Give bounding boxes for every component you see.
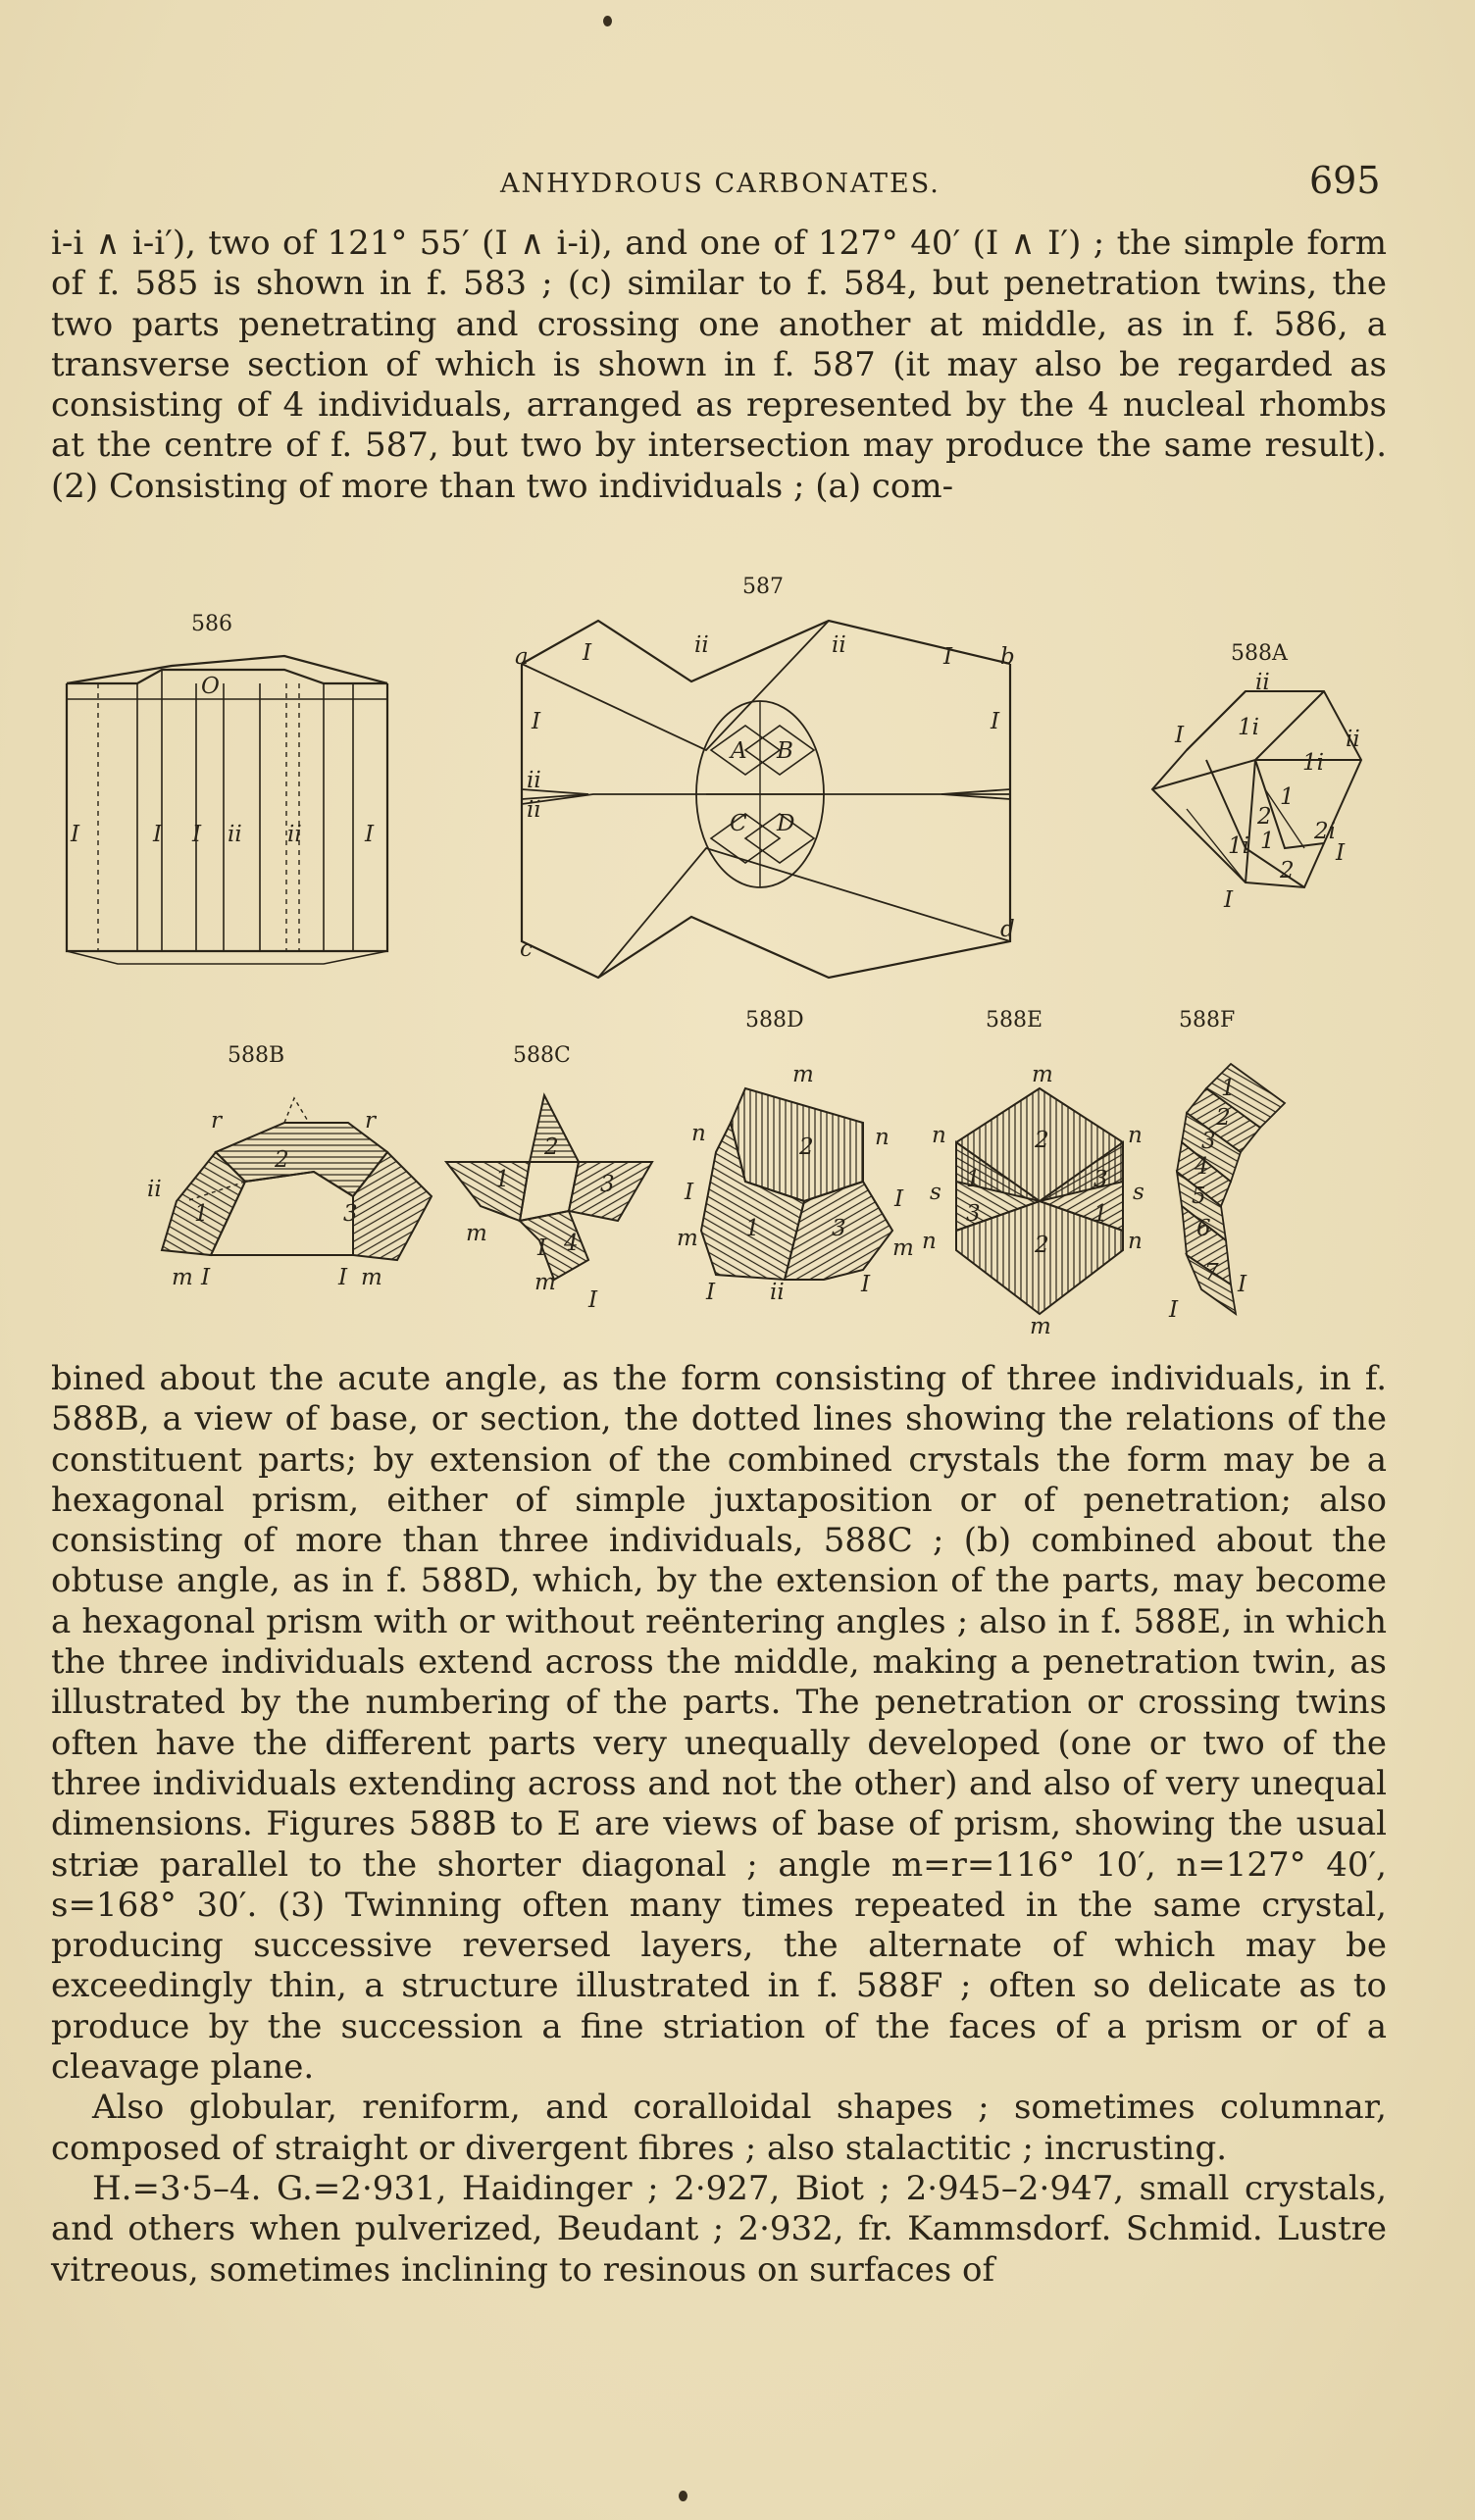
fig-588d-face-I3: I <box>706 1280 716 1305</box>
fig-586-face-3: I <box>192 822 202 847</box>
fig-588b-face-m2: m <box>361 1265 382 1290</box>
running-title: ANHYDROUS CARBONATES. <box>500 169 941 199</box>
figures-svg <box>0 554 1475 1338</box>
fig-588a-face-3: 1i <box>1238 715 1259 740</box>
fig-588b-label: 588B <box>228 1043 285 1068</box>
fig-588d-face-n1: n <box>691 1121 706 1146</box>
top-ink-spot <box>603 16 612 26</box>
fig-588b-face-r1: r <box>211 1108 222 1134</box>
fig-588e-face-1a: 1 <box>966 1167 981 1192</box>
fig-588c-face-2: 2 <box>544 1134 559 1160</box>
fig-588f-face-3: 3 <box>1201 1129 1216 1154</box>
fig-588a-face-10: 1 <box>1260 829 1275 854</box>
paragraph-forms: Also globular, reniform, and coralloidal shapes ; sometimes columnar, composed of straight or divergent fibres ; also stalactitic ; incrusting. <box>51 2088 1387 2168</box>
fig-588a-face-11: 2 <box>1280 858 1295 883</box>
fig-586-label: 586 <box>191 612 232 636</box>
fig-587-face-ii3: ii <box>527 768 541 793</box>
fig-588e-face-n4: n <box>1128 1229 1143 1254</box>
fig-588f-face-4: 4 <box>1195 1154 1209 1180</box>
fig-587-face-c: c <box>520 936 533 962</box>
page-header <box>0 157 1475 206</box>
fig-588b-face-1: 1 <box>194 1201 209 1227</box>
fig-588a-face-6: 1 <box>1280 784 1295 810</box>
fig-588b-face-I1: I <box>201 1265 211 1290</box>
fig-588d-label: 588D <box>745 1008 804 1033</box>
fig-586-face-1: I <box>71 822 80 847</box>
fig-588f-face-I1: I <box>1238 1272 1247 1297</box>
fig-586-face-6: I <box>365 822 375 847</box>
fig-588a-face-7: 2 <box>1257 804 1272 830</box>
fig-588e-face-n3: n <box>922 1229 937 1254</box>
figure-588f <box>1168 1008 1285 1323</box>
figure-588d <box>677 1008 914 1305</box>
fig-588c-face-I2: I <box>588 1287 598 1313</box>
fig-588c-face-I1: I <box>537 1235 547 1261</box>
figure-587 <box>515 575 1015 978</box>
fig-588c-label: 588C <box>513 1043 571 1068</box>
fig-588e-label: 588E <box>986 1008 1043 1033</box>
fig-588c-face-m1: m <box>466 1221 487 1246</box>
fig-588f-face-1: 1 <box>1221 1076 1236 1101</box>
fig-588a-face-5: ii <box>1346 727 1360 752</box>
fig-588d-face-m2: m <box>677 1226 698 1251</box>
fig-588d-face-ii: ii <box>770 1280 785 1305</box>
fig-586-face-5: ii <box>287 822 302 847</box>
fig-588d-face-n2: n <box>875 1125 890 1150</box>
fig-587-face-d: d <box>1000 917 1015 942</box>
crystal-figures <box>0 554 1475 1338</box>
fig-587-face-ii2: ii <box>832 632 846 658</box>
fig-587-label: 587 <box>742 575 784 599</box>
fig-587-face-ii1: ii <box>694 632 709 658</box>
fig-588b-face-I2: I <box>338 1265 348 1290</box>
fig-588a-face-13: I <box>1224 887 1234 913</box>
fig-588d-face-I2: I <box>894 1186 904 1212</box>
fig-588a-label: 588A <box>1231 641 1288 666</box>
fig-587-face-I3: I <box>532 709 541 734</box>
fig-588e-face-s2: s <box>1133 1180 1144 1205</box>
fig-588e-face-m1: m <box>1032 1062 1053 1087</box>
fig-587-face-I1: I <box>583 640 592 666</box>
fig-588e-face-2b: 2 <box>1035 1233 1049 1258</box>
figure-588a <box>1152 641 1361 913</box>
fig-586-face-4: ii <box>228 822 242 847</box>
fig-587-face-D: D <box>777 811 795 836</box>
fig-588d-face-3: 3 <box>832 1216 846 1241</box>
fig-588d-face-2: 2 <box>799 1134 814 1160</box>
fig-588b-face-ii: ii <box>147 1177 162 1202</box>
text-block-top <box>51 224 1387 507</box>
figure-588e <box>922 1008 1144 1338</box>
fig-588d-face-1: 1 <box>745 1216 760 1241</box>
fig-587-face-b: b <box>1000 644 1015 670</box>
fig-588d-face-m1: m <box>792 1062 814 1087</box>
figure-588b <box>147 1043 432 1290</box>
text-block-main <box>51 1359 1387 2291</box>
fig-587-face-ii4: ii <box>527 797 541 823</box>
fig-588c-face-4: 4 <box>564 1231 579 1256</box>
fig-588a-face-4: 1i <box>1302 750 1324 776</box>
fig-588e-face-2a: 2 <box>1035 1128 1049 1153</box>
fig-588b-face-r2: r <box>365 1108 376 1134</box>
fig-588a-face-9: 2i <box>1314 819 1336 844</box>
fig-588e-face-3b: 3 <box>966 1201 981 1227</box>
fig-588e-face-m2: m <box>1030 1314 1051 1338</box>
fig-588b-face-3: 3 <box>343 1201 358 1227</box>
fig-588a-face-2: I <box>1175 723 1185 748</box>
fig-588f-face-7: 7 <box>1204 1260 1219 1285</box>
fig-588d-face-m3: m <box>892 1235 914 1261</box>
fig-588f-face-2: 2 <box>1216 1105 1231 1131</box>
bottom-ink-spot <box>679 2491 687 2501</box>
fig-588f-face-I2: I <box>1169 1297 1179 1323</box>
fig-588b-face-2: 2 <box>275 1147 289 1173</box>
fig-586-face-2: I <box>153 822 163 847</box>
fig-587-face-A: A <box>731 738 747 764</box>
fig-588a-face-12: I <box>1336 840 1346 866</box>
fig-587-face-a: a <box>515 644 529 670</box>
fig-588e-face-n2: n <box>1128 1123 1143 1148</box>
fig-588f-face-5: 5 <box>1192 1184 1206 1209</box>
figure-588c <box>446 1043 652 1313</box>
figure-586 <box>67 612 387 964</box>
fig-588e-face-3a: 3 <box>1094 1167 1108 1192</box>
fig-588e-face-1b: 1 <box>1094 1201 1108 1227</box>
paragraph-hardness: H.=3·5–4. G.=2·931, Haidinger ; 2·927, Biot ; 2·945–2·947, small crystals, and others when pulverized, Beudant ; 2·932, fr. Kammsdorf. Schmid. Lustre vitreous, sometimes inclining to resinous on surfaces of <box>51 2168 1387 2290</box>
fig-588d-face-I4: I <box>861 1272 871 1297</box>
fig-587-face-C: C <box>730 811 747 836</box>
fig-586-face-O: O <box>201 674 220 699</box>
fig-588e-face-s1: s <box>930 1180 941 1205</box>
fig-588a-face-1: ii <box>1255 670 1270 695</box>
fig-588e-face-n1: n <box>932 1123 946 1148</box>
paragraph-main: bined about the acute angle, as the form consisting of three individuals, in f. 588B, a view of base, or section, the dotted lines showing the relations of the constituent parts; by extension of the combined crystals the form may be a hexagonal prism, either of simple juxtaposition or of penetration; also consisting of more than three individuals, 588C ; (b) combined about the obtuse angle, as in f. 588D, which, by the extension of the parts, may become a hexagonal prism with or without reëntering angles ; also in f. 588E, in which the three individuals extend across the middle, making a penetration twin, as illustrated by the numbering of the parts. The penetration or crossing twins often have the different parts very unequally developed (one or two of the three individuals extending across and not the other) and also of very unequal dimensions. Figures 588B to E are views of base of prism, showing the usual striæ parallel to the shorter diagonal ; angle m=r=116° 10′, n=127° 40′, s=168° 30′. (3) Twinning often many times repeated in the same crystal, producing successive reversed layers, the alternate of which may be exceedingly thin, a structure illustrated in f. 588F ; often so delicate as to produce by the succession a fine striation of the faces of a prism or of a cleavage plane. <box>51 1359 1387 2088</box>
fig-588d-face-I1: I <box>685 1180 694 1205</box>
fig-588c-face-3: 3 <box>600 1172 615 1197</box>
fig-588f-face-6: 6 <box>1196 1216 1211 1241</box>
fig-588b-face-m1: m <box>172 1265 193 1290</box>
fig-587-face-I2: I <box>943 644 953 670</box>
page-number: 695 <box>1309 159 1381 202</box>
fig-587-face-I4: I <box>991 709 1000 734</box>
fig-588c-face-1: 1 <box>495 1167 510 1192</box>
paragraph-top: i-i ∧ i-i′), two of 121° 55′ (I ∧ i-i), and one of 127° 40′ (I ∧ I′) ; the simple form of f. 585 is shown in f. 583 ; (c) similar to f. 584, but penetration twins, the two parts penetrating and crossing one another at middle, as in f. 586, a transverse section of which is shown in f. 587 (it may also be regarded as consisting of 4 individuals, arranged as represented by the 4 nucleal rhombs at the centre of f. 587, but two by intersection may produce the same result). (2) Consisting of more than two individuals ; (a) com- <box>51 224 1387 506</box>
fig-587-face-B: B <box>777 738 793 764</box>
fig-588c-face-m2: m <box>534 1270 556 1295</box>
fig-588f-label: 588F <box>1179 1008 1236 1033</box>
fig-588a-face-8: 1i <box>1228 833 1249 859</box>
